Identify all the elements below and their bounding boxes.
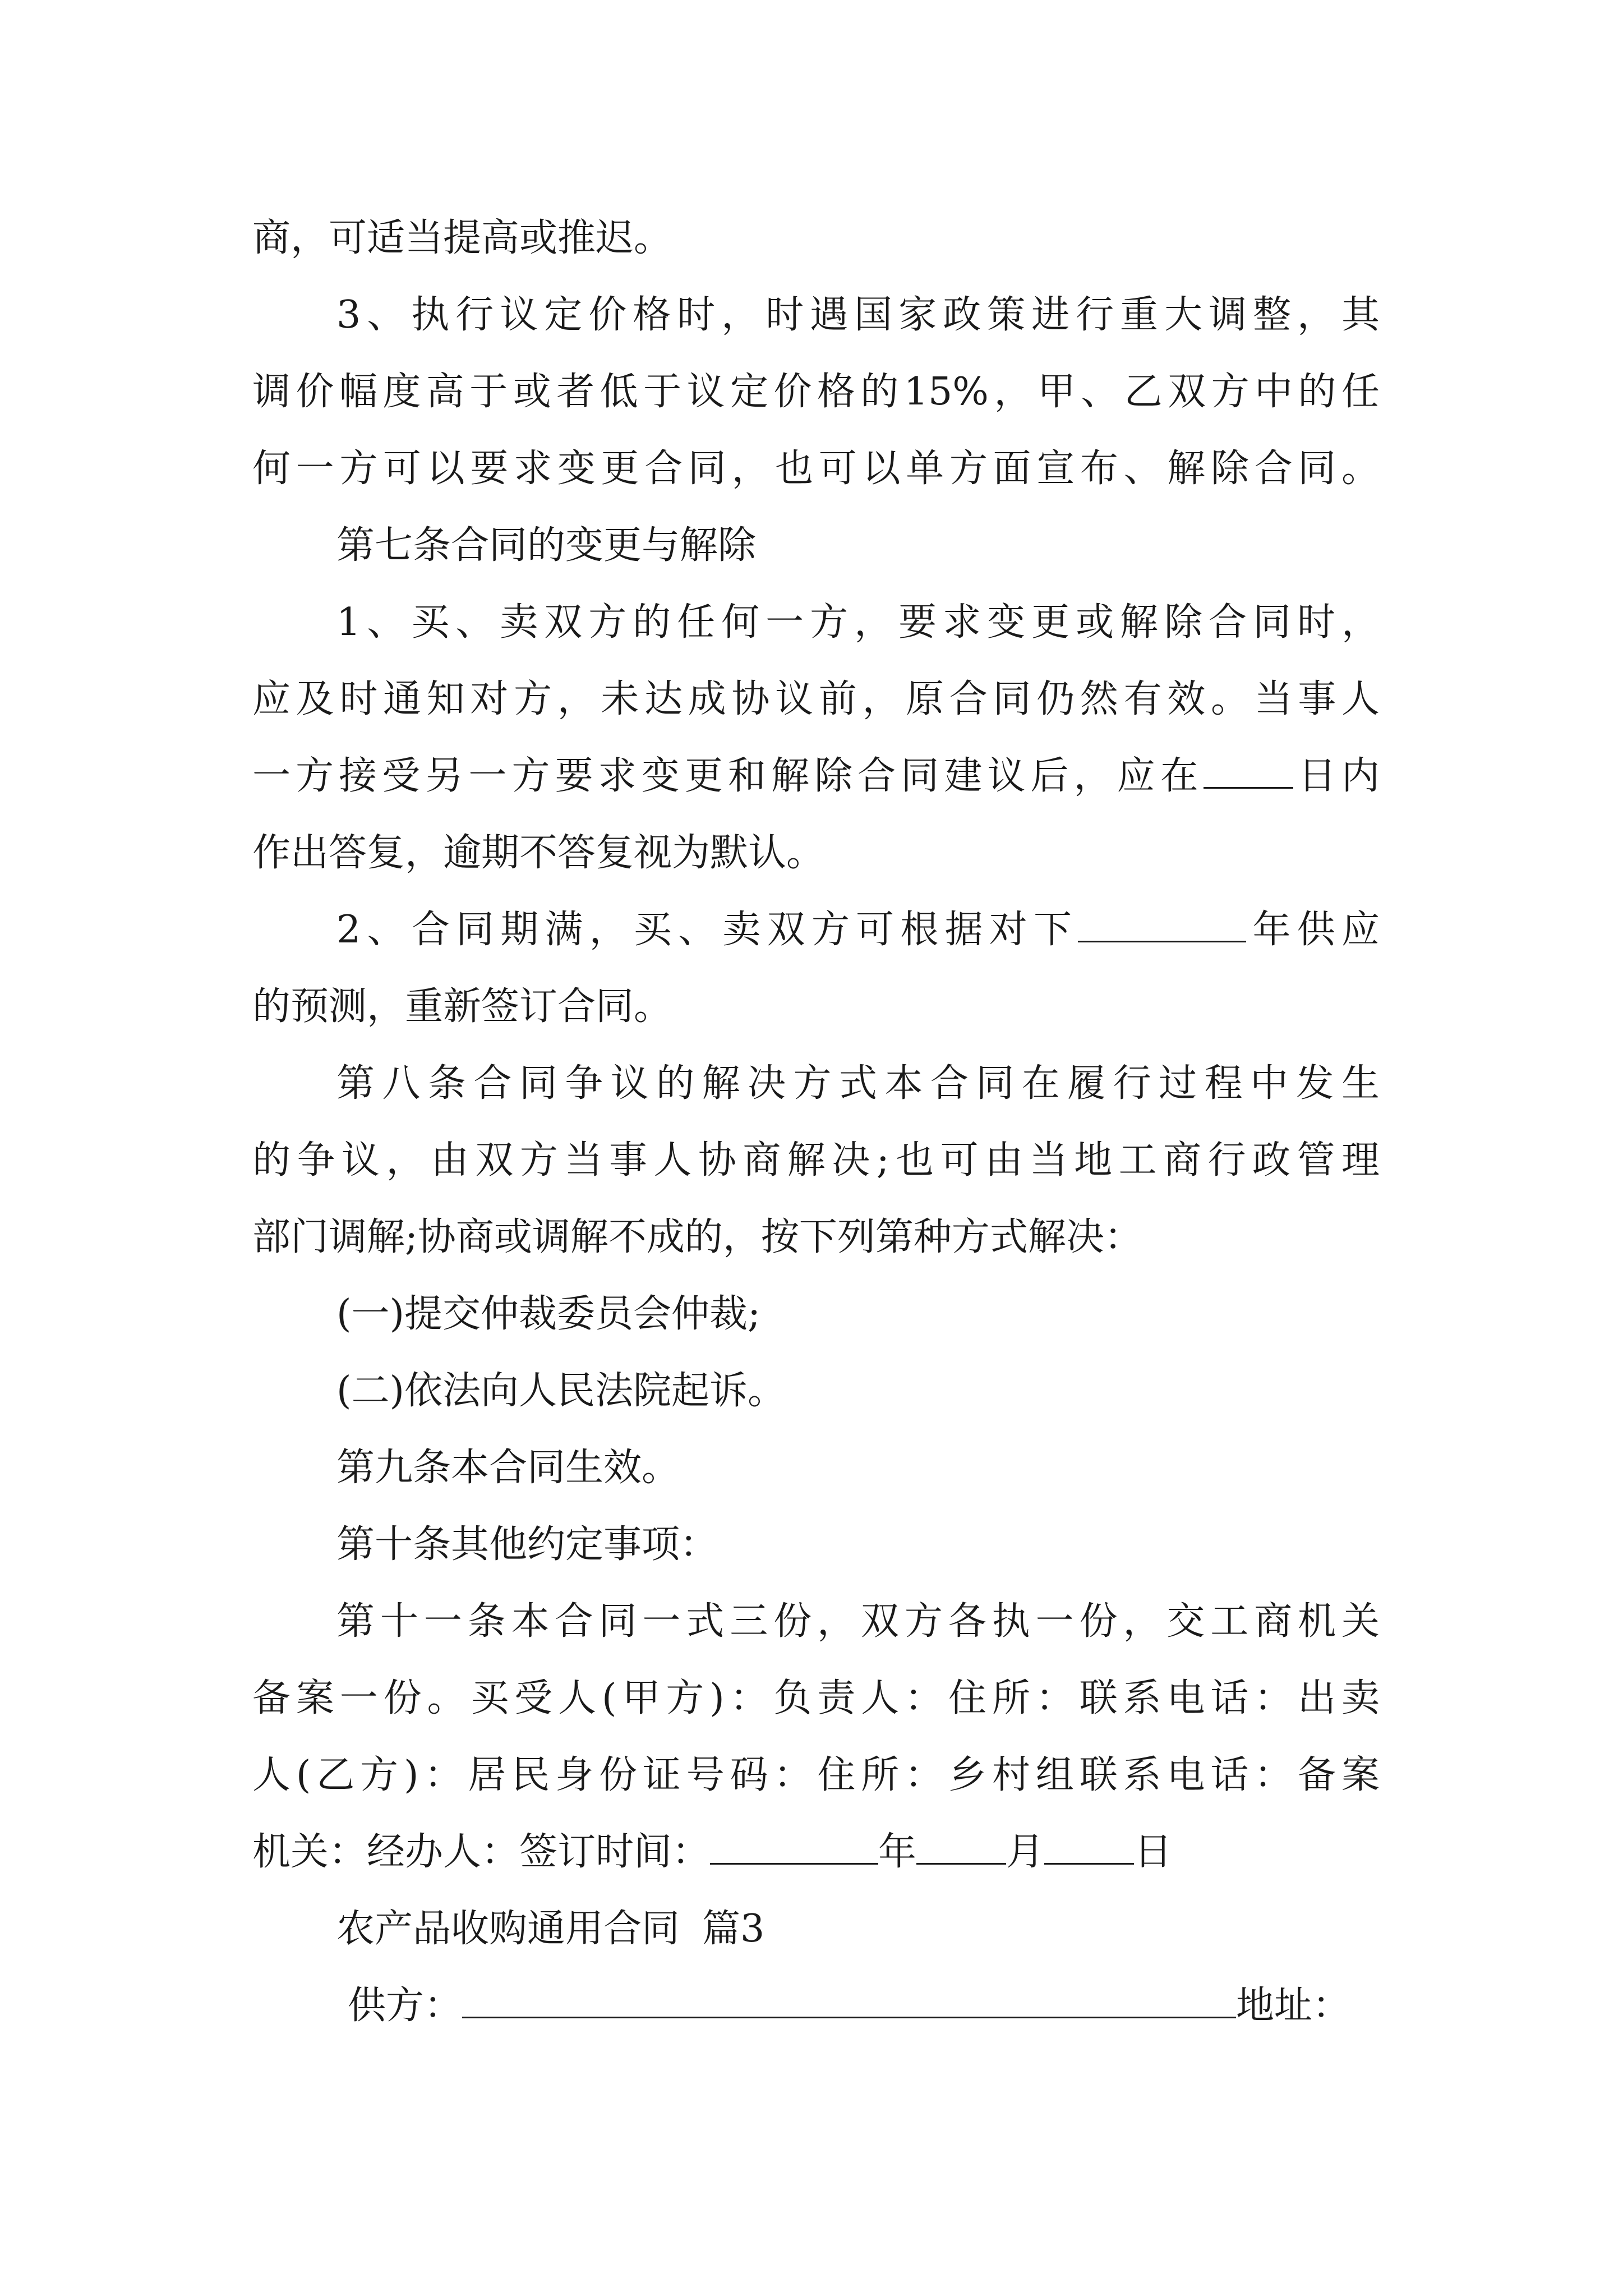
fill-blank [1204,753,1293,789]
text-line: (一)提交仲裁委员会仲裁; [336,1292,760,1336]
address-label: 地址： [1236,1984,1351,2028]
supplier-blank [462,1983,1236,2018]
month-label: 月 [1006,1830,1045,1874]
line-text: 年供应 [1246,908,1380,952]
text-line: 部门调解;协商或调解不成的，按下列第种方式解决： [252,1215,1142,1259]
supplier-label: 供方： [348,1984,463,2028]
text-line: 3、执行议定价格时，时遇国家政策进行重大调整，其 [336,293,1380,337]
line-text: 日内 [1293,754,1380,798]
contract-title-text: 农产品收购通用合同 [336,1907,680,1951]
day-label: 日 [1134,1830,1173,1874]
text-line: 人(乙方)：居民身份证号码：住所：乡村组联系电话：备案 [252,1753,1380,1797]
text-line: 第九条本合同生效。 [336,1446,680,1490]
line-text: 2、合同期满，买、卖双方可根据对下 [336,908,1078,952]
text-line [336,896,1380,964]
line-text: 一方接受另一方要求变更和解除合同建议后，应在 [252,754,1204,798]
contract-part-tag: 篇3 [702,1907,765,1951]
text-line: 的争议，由双方当事人协商解决;也可由当地工商行政管理 [252,1138,1380,1182]
text-line: 作出答复，逾期不答复视为默认。 [252,831,825,875]
text-line: 商，可适当提高或推迟。 [252,216,672,260]
text-line: 调价幅度高于或者低于议定价格的15%，甲、乙双方中的任 [252,370,1380,414]
year-blank [710,1829,878,1865]
text-line: (二)依法向人民法院起诉。 [336,1369,786,1413]
text-line: 第十一条本合同一式三份，双方各执一份，交工商机关 [336,1599,1380,1644]
text-line [252,743,1380,810]
year-label: 年 [878,1830,917,1874]
section-heading: 第七条合同的变更与解除 [336,523,757,568]
text-line: 第八条合同争议的解决方式本合同在履行过程中发生 [336,1061,1380,1106]
supplier-line [348,1972,1402,2040]
signing-date-line [252,1819,1380,1886]
text-line: 第十条其他约定事项： [336,1522,718,1567]
text-line: 的预测，重新签订合同。 [252,984,672,1029]
month-blank [916,1829,1006,1865]
text-line: 1、买、卖双方的任何一方，要求变更或解除合同时， [336,600,1380,645]
text-line: 何一方可以要求变更合同，也可以单方面宣布、解除合同。 [252,447,1380,491]
line-text: 机关：经办人：签订时间： [252,1830,711,1874]
contract-title [336,1895,1380,1963]
day-blank [1044,1829,1134,1865]
text-line: 备案一份。买受人(甲方)：负责人：住所：联系电话：出卖 [252,1676,1380,1720]
text-line: 应及时通知对方，未达成协议前，原合同仍然有效。当事人 [252,677,1380,721]
fill-blank [1078,907,1246,942]
